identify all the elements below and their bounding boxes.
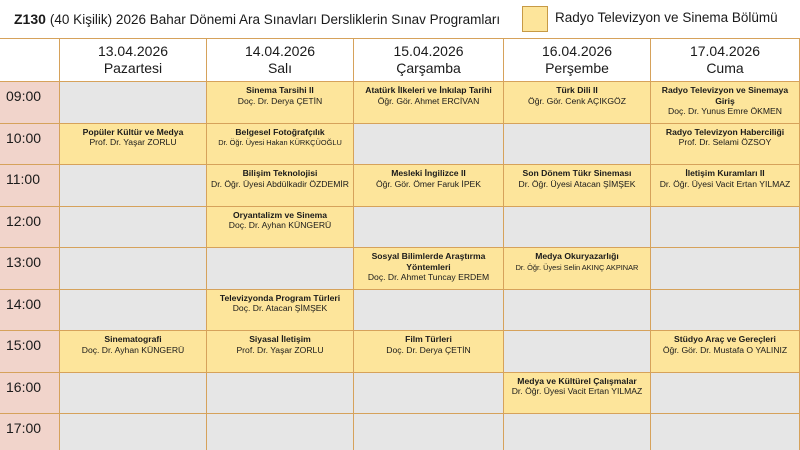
- exam-course: Atatürk İlkeleri ve İnkılap Tarihi: [365, 85, 492, 95]
- exam-cell[interactable]: [207, 207, 354, 249]
- empty-cell: [504, 290, 651, 332]
- exam-course: İletişim Kuramları II: [685, 168, 765, 178]
- day-name: Cuma: [706, 60, 744, 76]
- empty-cell: [651, 248, 800, 290]
- day-header: [651, 39, 800, 82]
- day-date: 14.04.2026: [244, 43, 316, 59]
- exam-course: Televizyonda Program Türleri: [219, 292, 341, 303]
- empty-cell: [60, 82, 207, 124]
- exam-teacher: Doç. Dr. Derya ÇETİN: [386, 344, 471, 355]
- day-header: [504, 39, 651, 82]
- exam-course: Medya ve Kültürel Çalışmalar: [517, 375, 637, 386]
- exam-course: Stüdyo Araç ve Gereçleri: [674, 334, 776, 344]
- exam-teacher: Dr. Öğr. Üyesi Vacit Ertan YILMAZ: [659, 178, 791, 189]
- empty-cell: [651, 207, 800, 249]
- exam-cell[interactable]: [60, 331, 207, 373]
- time-slot: 09:00: [0, 82, 60, 124]
- empty-cell: [60, 165, 207, 207]
- time-slot: 16:00: [0, 373, 60, 415]
- empty-cell: [504, 124, 651, 166]
- empty-cell: [651, 414, 800, 450]
- corner-cell: [0, 39, 60, 82]
- exam-course: Türk Dili II: [556, 85, 598, 95]
- exam-cell[interactable]: [504, 248, 651, 290]
- exam-teacher: Dr. Öğr. Üyesi Abdülkadir ÖZDEMİR: [210, 178, 349, 189]
- exam-cell[interactable]: [504, 165, 651, 207]
- day-name: Salı: [267, 60, 293, 76]
- exam-course: Radyo Televizyon ve Sinemaya Giriş: [661, 85, 789, 106]
- exam-teacher: Prof. Dr. Selami ÖZSOY: [678, 137, 772, 147]
- exam-teacher: Dr. Öğr. Üyesi Vacit Ertan YILMAZ: [511, 386, 643, 396]
- exam-teacher: Öğr. Gör. Dr. Mustafa O YALINIZ: [662, 344, 788, 355]
- empty-cell: [60, 248, 207, 290]
- room-code: Z130: [14, 11, 46, 27]
- exam-cell[interactable]: [354, 248, 504, 290]
- exam-course: Sinema Tarsihi II: [246, 85, 314, 95]
- day-date: 13.04.2026: [97, 43, 169, 59]
- empty-cell: [207, 248, 354, 290]
- exam-teacher: Doç. Dr. Atacan ŞİMŞEK: [232, 303, 328, 313]
- exam-cell[interactable]: [651, 165, 800, 207]
- exam-cell[interactable]: [651, 124, 800, 166]
- exam-cell[interactable]: [504, 373, 651, 415]
- exam-teacher: Doç. Dr. Yunus Emre ÖKMEN: [668, 106, 782, 116]
- empty-cell: [60, 373, 207, 415]
- empty-cell: [60, 207, 207, 249]
- exam-teacher: Doç. Dr. Derya ÇETİN: [237, 95, 323, 106]
- empty-cell: [354, 373, 504, 415]
- exam-teacher: Prof. Dr. Yaşar ZORLU: [89, 137, 177, 147]
- page-title: (40 Kişilik) 2026 Bahar Dönemi Ara Sınavları Dersliklerin Sınav Programları: [49, 11, 501, 27]
- exam-course: Belgesel Fotoğrafçılık: [235, 126, 325, 137]
- exam-teacher: Doç. Dr. Ayhan KÜNGERÜ: [81, 344, 185, 355]
- empty-cell: [60, 290, 207, 332]
- exam-cell[interactable]: [354, 82, 504, 124]
- exam-course: Medya Okuryazarlığı: [535, 251, 619, 261]
- exam-cell[interactable]: [207, 82, 354, 124]
- legend-swatch: [522, 6, 548, 32]
- exam-course: Sosyal Bilimlerde Araştırma Yöntemleri: [371, 251, 486, 272]
- exam-teacher: Doç. Dr. Ayhan KÜNGERÜ: [228, 220, 332, 230]
- empty-cell: [651, 290, 800, 332]
- day-name: Perşembe: [545, 60, 609, 76]
- time-slot: 12:00: [0, 207, 60, 249]
- exam-course: Radyo Televizyon Haberciliği: [665, 126, 785, 137]
- exam-course: Bilişim Teknolojisi: [242, 168, 318, 178]
- time-slot: 14:00: [0, 290, 60, 332]
- exam-teacher: Dr. Öğr. Üyesi Atacan ŞİMŞEK: [518, 178, 636, 189]
- exam-cell[interactable]: [207, 290, 354, 332]
- day-header: [354, 39, 504, 82]
- empty-cell: [207, 373, 354, 415]
- empty-cell: [504, 331, 651, 373]
- day-name: Pazartesi: [103, 60, 163, 76]
- exam-course: Oryantalizm ve Sinema: [232, 209, 328, 220]
- exam-cell[interactable]: [504, 82, 651, 124]
- empty-cell: [354, 124, 504, 166]
- exam-cell[interactable]: [354, 165, 504, 207]
- exam-course: Son Dönem Tükr Sineması: [522, 168, 632, 178]
- exam-cell[interactable]: [207, 331, 354, 373]
- empty-cell: [354, 290, 504, 332]
- exam-cell[interactable]: [207, 124, 354, 166]
- empty-cell: [651, 373, 800, 415]
- time-slot: 10:00: [0, 124, 60, 166]
- exam-teacher: Öğr. Gör. Ömer Faruk İPEK: [375, 178, 482, 189]
- day-header: [207, 39, 354, 82]
- exam-teacher: Dr. Öğr. Üyesi Selin AKINÇ AKPINAR: [515, 262, 639, 272]
- day-date: 17.04.2026: [689, 43, 761, 59]
- day-header: [60, 39, 207, 82]
- exam-teacher: Doç. Dr. Ahmet Tuncay ERDEM: [367, 272, 490, 282]
- exam-cell[interactable]: [651, 82, 800, 124]
- exam-course: Sinematografi: [104, 334, 162, 344]
- exam-cell[interactable]: [651, 331, 800, 373]
- exam-course: Mesleki İngilizce II: [391, 168, 466, 178]
- legend-label: Radyo Televizyon ve Sinema Bölümü: [555, 10, 778, 25]
- time-slot: 17:00: [0, 414, 60, 450]
- day-date: 16.04.2026: [541, 43, 613, 59]
- empty-cell: [60, 414, 207, 450]
- exam-teacher: Dr. Öğr. Üyesi Hakan KÜRKÇÜOĞLU: [218, 138, 342, 147]
- empty-cell: [504, 207, 651, 249]
- exam-course: Siyasal İletişim: [249, 334, 311, 344]
- time-slot: 15:00: [0, 331, 60, 373]
- exam-cell[interactable]: [207, 165, 354, 207]
- schedule-table: [0, 38, 800, 450]
- exam-course: Film Türleri: [405, 334, 452, 344]
- empty-cell: [354, 414, 504, 450]
- exam-teacher: Öğr. Gör. Cenk AÇIKGÖZ: [528, 95, 626, 106]
- exam-teacher: Prof. Dr. Yaşar ZORLU: [236, 344, 324, 355]
- exam-course: Popüler Kültür ve Medya: [82, 126, 184, 137]
- empty-cell: [354, 207, 504, 249]
- time-slot: 11:00: [0, 165, 60, 207]
- exam-cell[interactable]: [60, 124, 207, 166]
- day-date: 15.04.2026: [393, 43, 464, 59]
- exam-teacher: Öğr. Gör. Ahmet ERCİVAN: [377, 95, 480, 106]
- exam-cell[interactable]: [354, 331, 504, 373]
- empty-cell: [504, 414, 651, 450]
- day-name: Çarşamba: [396, 60, 461, 76]
- time-slot: 13:00: [0, 248, 60, 290]
- empty-cell: [207, 414, 354, 450]
